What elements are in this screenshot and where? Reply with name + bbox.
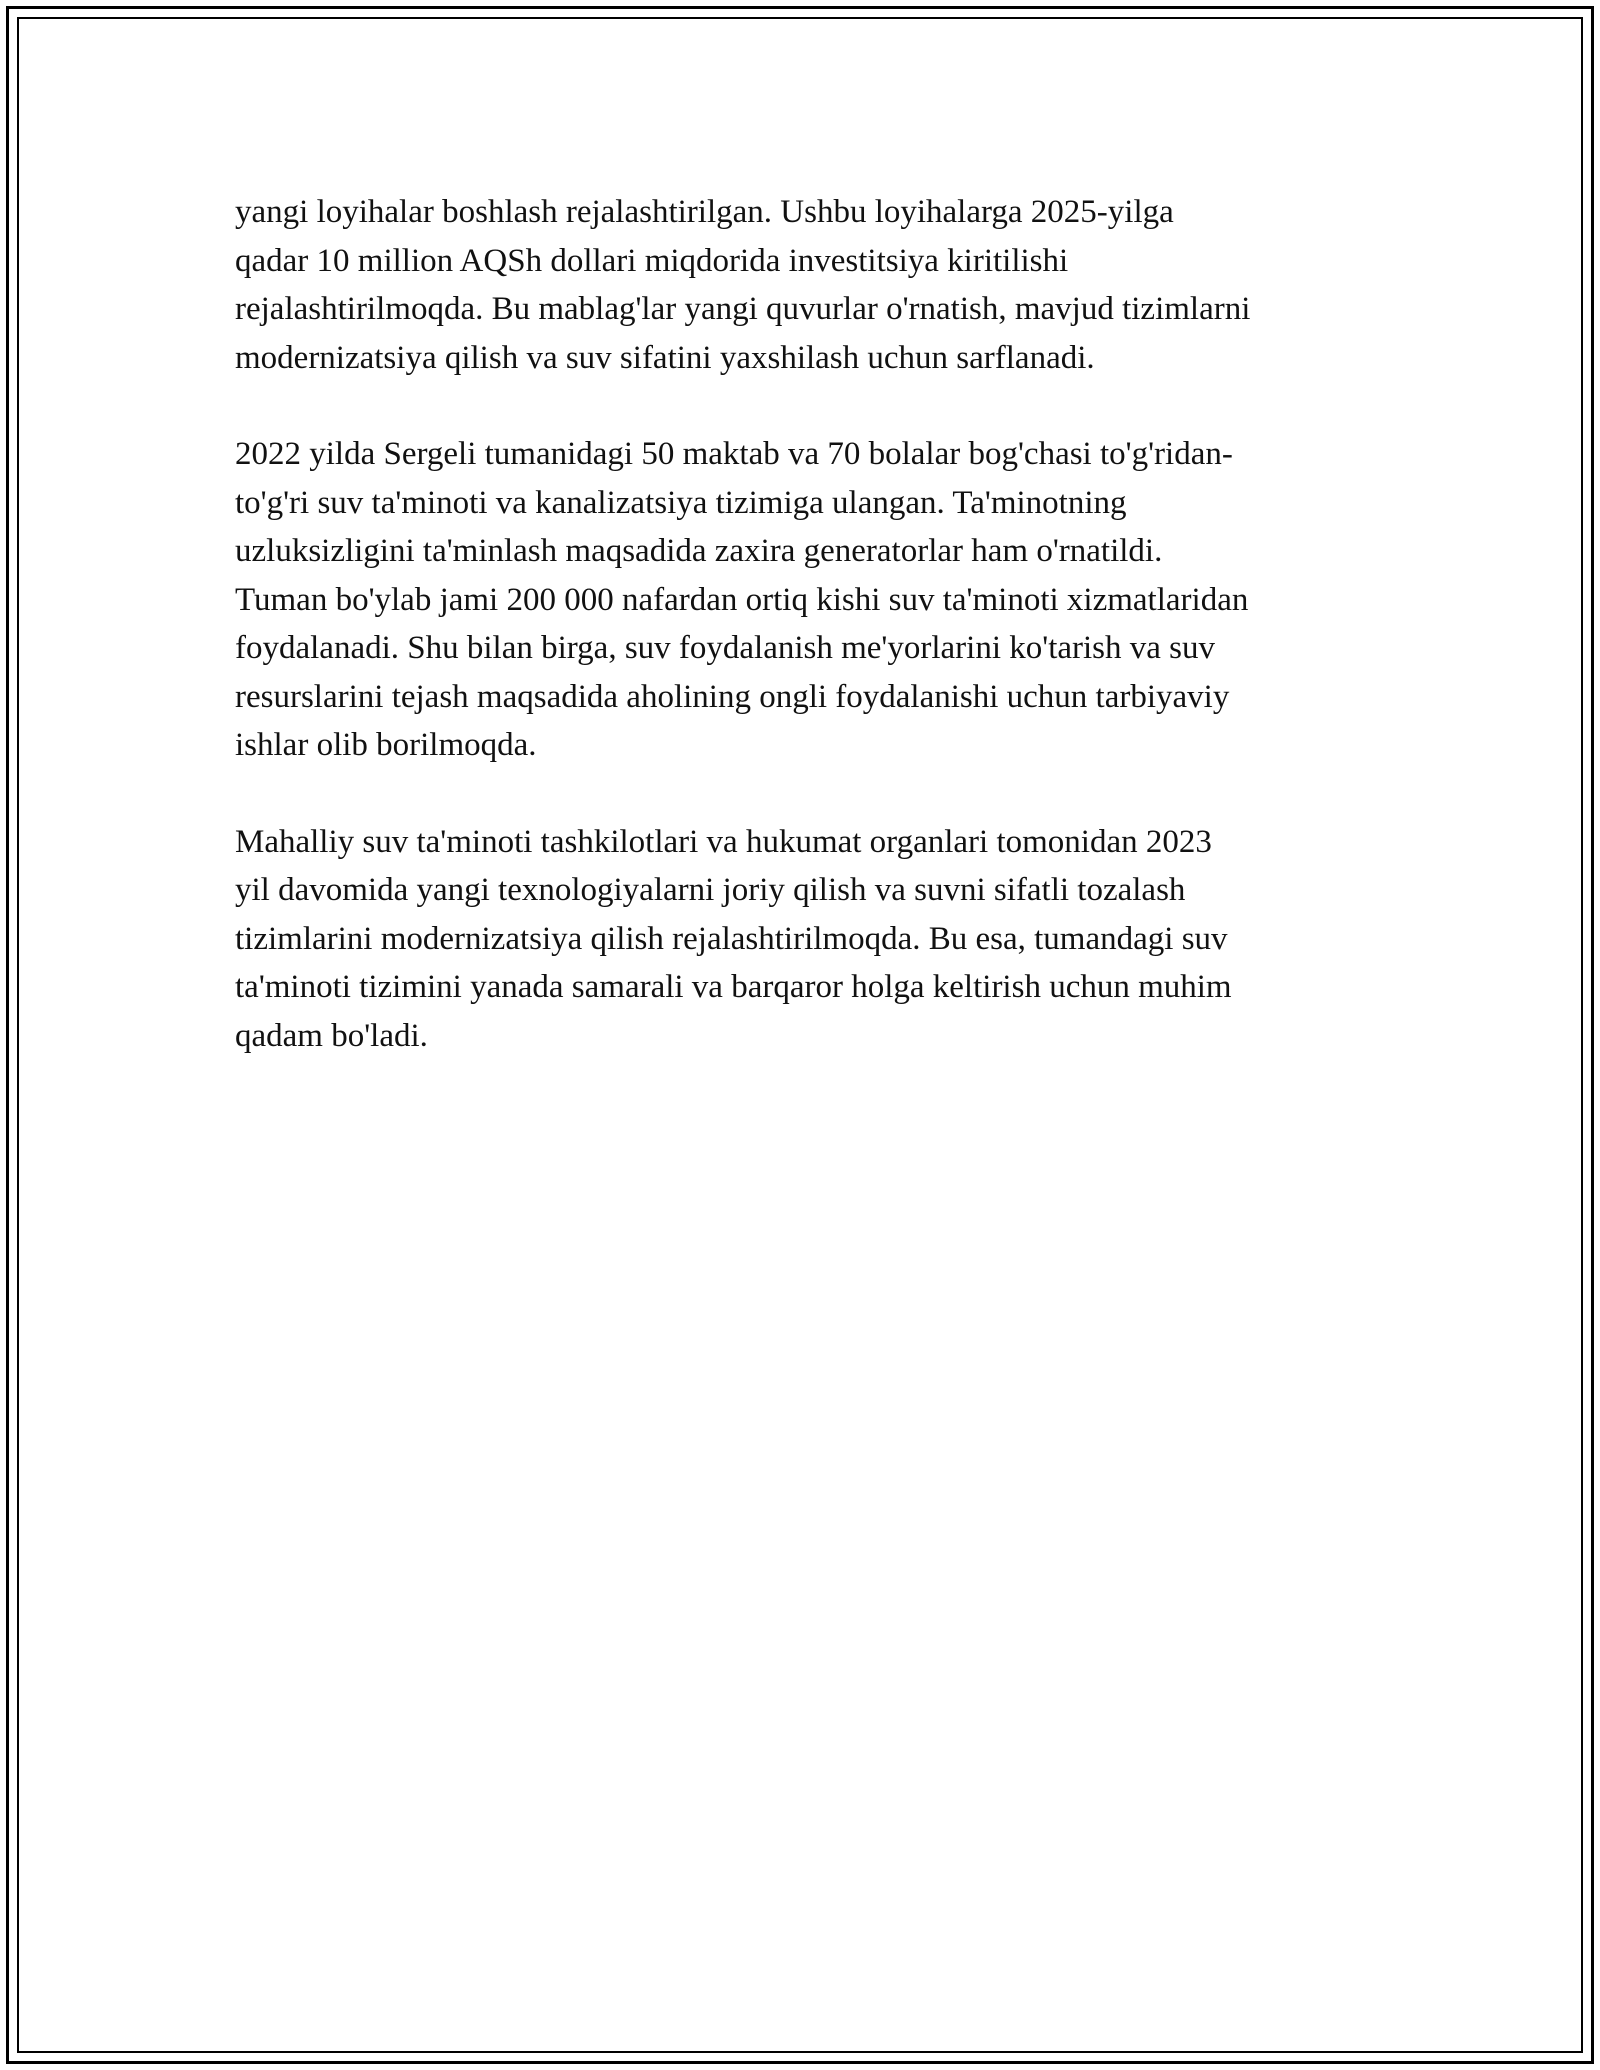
document-body <box>235 188 1375 1108</box>
paragraph-schools-connection: 2022 yilda Sergeli tumanidagi 50 maktab va 70 bolalar bog'chasi to'g'ridan- to'g'ri suv ta'minoti va kanalizatsiya tizimiga ulangan. Ta'minotning uzluksizligini ta'minlash maqsadida zaxira generatorlar ham o'rnatildi. Tuman bo'ylab jami 200 000 nafardan ortiq kishi suv ta'minoti xizmatlaridan foydalanadi. Shu bilan birga, suv foydalanish me'yorlarini ko'tarish va suv resurslarini tejash maqsadida aholining ongli foydalanishi uchun tarbiyaviy ishlar olib borilmoqda. <box>235 436 1249 763</box>
paragraph-investment: yangi loyihalar boshlash rejalashtirilgan. Ushbu loyihalarga 2025-yilga qadar 10 million AQSh dollari miqdorida investitsiya kiritilishi rejalashtirilmoqda. Bu mablag'lar yangi quvurlar o'rnatish, mavjud tizimlarni modernizatsiya qilish va suv sifatini yaxshilash uchun sarflanadi. <box>235 194 1251 376</box>
paragraph-modernization-plans: Mahalliy suv ta'minoti tashkilotlari va hukumat organlari tomonidan 2023 yil davomida yangi texnologiyalarni joriy qilish va suvni sifatli tozalash tizimlarini modernizatsiya qilish rejalashtirilmoqda. Bu esa, tumandagi suv ta'minoti tizimini yanada samarali va barqaror holga keltirish uchun muhim qadam bo'ladi. <box>235 823 1232 1054</box>
